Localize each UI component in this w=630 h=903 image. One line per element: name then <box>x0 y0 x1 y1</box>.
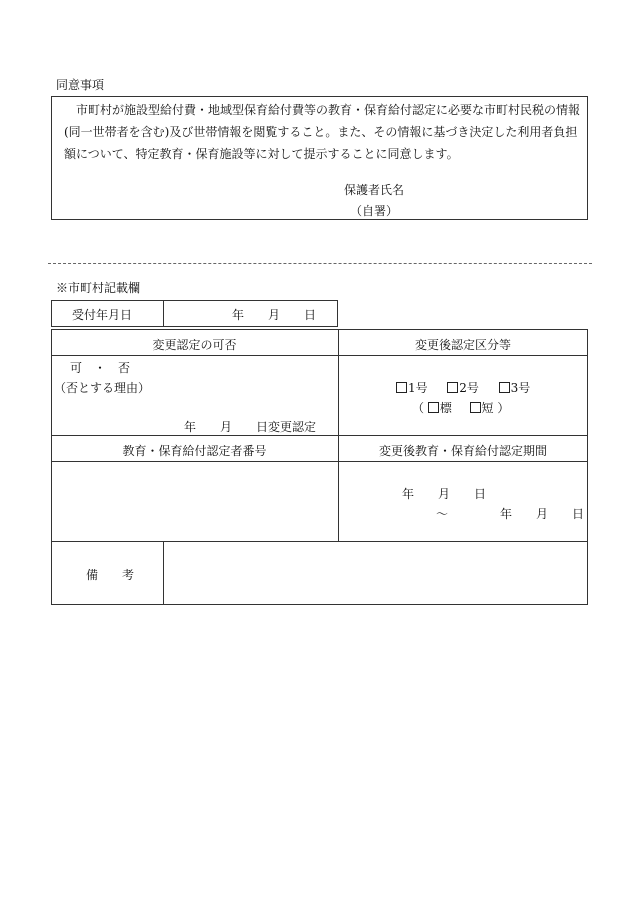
office-heading: ※市町村記載欄 <box>56 281 141 295</box>
approval-date: 年 月 日変更認定 <box>184 420 317 434</box>
certification-period-header: 変更後教育・保育給付認定期間 <box>378 444 547 458</box>
signature-note: （自署） <box>350 204 399 218</box>
duration-short-label: 短 <box>481 401 494 415</box>
checkbox-icon <box>470 402 481 413</box>
row-line-1 <box>51 355 588 356</box>
consent-line-3: 額について、特定教育・保育施設等に対して提示することに同意します。 <box>64 147 459 161</box>
period-tilde: ～ <box>436 507 449 521</box>
received-date-value: 年 月 日 <box>232 308 317 322</box>
duration-short-checkbox[interactable] <box>470 401 494 415</box>
category-header: 変更後認定区分等 <box>414 338 511 352</box>
col-line-main <box>338 329 339 541</box>
checkbox-icon <box>447 382 458 393</box>
certification-number-header: 教育・保育給付認定者番号 <box>122 444 267 458</box>
received-date-label: 受付年月日 <box>72 308 133 322</box>
consent-text <box>64 99 584 165</box>
period-start: 年 月 日 <box>402 487 487 501</box>
consent-line-2: (同一世帯者を含む)及び世帯情報を閲覧すること。また、その情報に基づき決定した利用者負担 <box>64 125 578 139</box>
period-end: 年 月 日 <box>500 507 585 521</box>
category-2-checkbox[interactable] <box>447 381 479 395</box>
category-options <box>396 379 530 396</box>
consent-heading: 同意事項 <box>56 78 105 92</box>
approval-header: 変更認定の可否 <box>152 338 237 352</box>
remarks-label: 備 考 <box>86 568 135 582</box>
category-1-label: 1号 <box>408 381 428 395</box>
category-3-checkbox[interactable] <box>499 381 531 395</box>
section-divider <box>48 263 592 264</box>
received-divider <box>163 300 164 327</box>
category-1-checkbox[interactable] <box>396 381 428 395</box>
category-3-label: 3号 <box>510 381 531 395</box>
guardian-name-label: 保護者氏名 <box>344 183 405 197</box>
checkbox-icon <box>428 402 439 413</box>
duration-options <box>412 399 509 416</box>
checkbox-icon <box>499 382 510 393</box>
consent-line-1: 市町村が施設型給付費・地域型保育給付費等の教育・保育給付認定に必要な市町村民税の情報 <box>76 103 581 117</box>
remarks-field[interactable] <box>164 542 587 604</box>
duration-open-paren: （ <box>412 401 425 415</box>
category-2-label: 2号 <box>459 381 479 395</box>
duration-standard-checkbox[interactable] <box>428 401 452 415</box>
approval-options: 可 ・ 否 <box>70 361 131 375</box>
duration-standard-label: 標 <box>439 401 452 415</box>
duration-close-paren: ） <box>497 401 510 415</box>
checkbox-icon <box>396 382 407 393</box>
certification-number-field[interactable] <box>52 462 337 540</box>
row-line-2 <box>51 435 588 436</box>
rejection-reason-label: （否とする理由） <box>54 381 151 395</box>
